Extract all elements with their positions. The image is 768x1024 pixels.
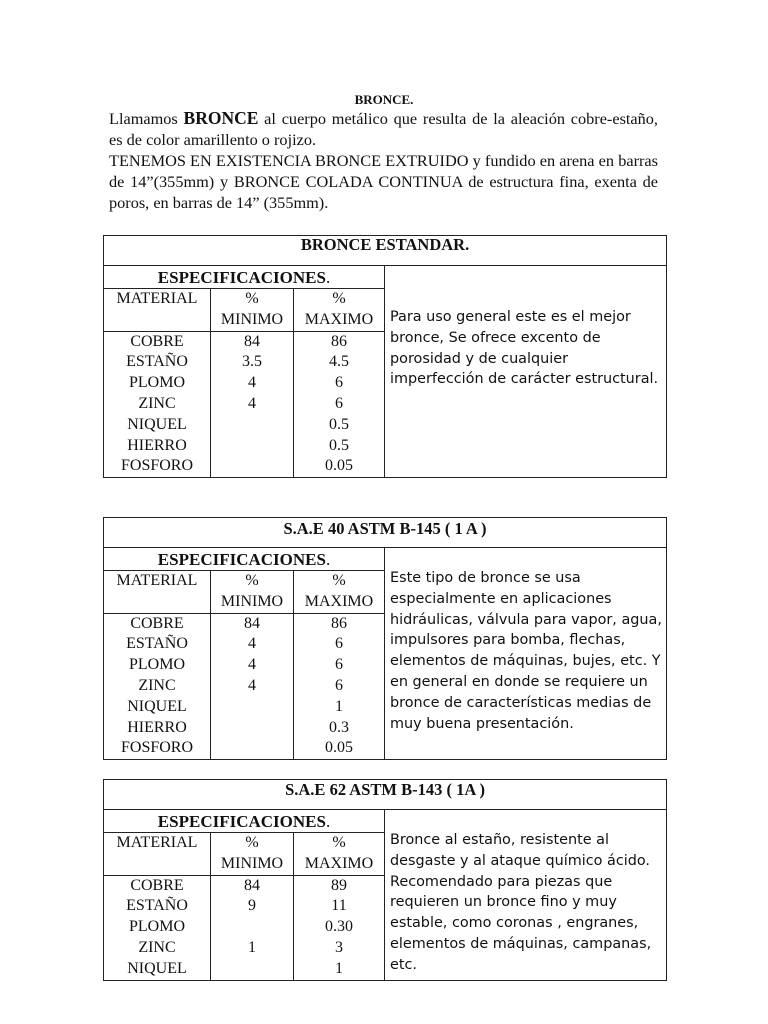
minimo-pct: % bbox=[245, 834, 259, 851]
material-item: ESTAÑO bbox=[126, 897, 188, 915]
spec-label-text: ESPECIFICACIONES bbox=[157, 812, 326, 831]
minimo-value: 84 bbox=[244, 876, 260, 894]
material-item: COBRE bbox=[130, 332, 184, 350]
table-heading: S.A.E 40 ASTM B-145 ( 1 A ) bbox=[104, 518, 667, 548]
minimo-value: 4 bbox=[248, 635, 256, 653]
material-item: ESTAÑO bbox=[126, 635, 188, 653]
minimo-value: 1 bbox=[248, 938, 256, 956]
column-header-maximo bbox=[294, 571, 385, 614]
description-text: Para uso general este es el mejor bronce, Se ofrece excento de porosidad y de cualquier imperfección de carácter estructural. bbox=[390, 309, 659, 388]
minimo-list bbox=[211, 613, 294, 760]
maximo-list bbox=[294, 613, 385, 760]
minimo-value: 4 bbox=[248, 374, 256, 392]
material-item: FOSFORO bbox=[120, 457, 194, 475]
minimo-pct: % bbox=[245, 290, 259, 307]
table-heading: S.A.E 62 ASTM B-143 ( 1A ) bbox=[104, 780, 667, 810]
description-text: Bronce al estaño, resistente al desgaste y al ataque químico ácido. Recomendado para piezas que requieren un bronce fino y muy estable, como coronas , engranes, elementos de máquinas, campanas, etc. bbox=[390, 832, 652, 973]
maximo-value: 86 bbox=[331, 332, 347, 350]
column-header-minimo bbox=[211, 571, 294, 614]
minimo-value bbox=[211, 415, 293, 436]
minimo-value bbox=[211, 718, 293, 739]
material-item: PLOMO bbox=[128, 374, 185, 392]
material-item: ZINC bbox=[138, 676, 176, 694]
column-header-minimo bbox=[211, 833, 294, 876]
minimo-value bbox=[211, 456, 293, 477]
column-header-material: MATERIAL bbox=[104, 571, 211, 614]
material-item: HIERRO bbox=[127, 718, 187, 736]
minimo-label: MINIMO bbox=[220, 854, 284, 872]
table-heading: BRONCE ESTANDAR. bbox=[104, 236, 667, 266]
material-item: COBRE bbox=[130, 614, 184, 632]
column-header-material: MATERIAL bbox=[104, 833, 211, 876]
maximo-value: 0.30 bbox=[325, 918, 353, 936]
maximo-value: 86 bbox=[331, 614, 347, 632]
maximo-value: 1 bbox=[335, 697, 343, 715]
material-item: PLOMO bbox=[128, 918, 185, 936]
maximo-value: 11 bbox=[331, 897, 347, 915]
spec-label: ESPECIFICACIONES. bbox=[104, 548, 385, 571]
minimo-label: MINIMO bbox=[220, 592, 284, 610]
maximo-value: 6 bbox=[335, 394, 343, 412]
minimo-value: 4 bbox=[248, 676, 256, 694]
material-item: NIQUEL bbox=[127, 415, 187, 433]
maximo-value: 6 bbox=[335, 635, 343, 653]
maximo-value: 3 bbox=[335, 938, 343, 956]
minimo-value: 9 bbox=[248, 897, 256, 915]
minimo-value bbox=[211, 436, 293, 457]
maximo-value: 0.5 bbox=[329, 415, 349, 433]
minimo-value: 84 bbox=[244, 614, 260, 632]
minimo-label: MINIMO bbox=[220, 310, 284, 328]
material-item: PLOMO bbox=[128, 656, 185, 674]
material-item: NIQUEL bbox=[127, 959, 187, 977]
column-header-minimo bbox=[211, 289, 294, 332]
maximo-pct: % bbox=[332, 834, 346, 851]
material-list bbox=[104, 331, 211, 478]
description-cell bbox=[385, 810, 667, 981]
spec-label: ESPECIFICACIONES. bbox=[104, 266, 385, 289]
spec-table-bronce-estandar bbox=[103, 235, 667, 478]
material-item: COBRE bbox=[130, 876, 184, 894]
spec-table-sae-62 bbox=[103, 779, 667, 981]
intro-text bbox=[109, 108, 658, 213]
minimo-list bbox=[211, 331, 294, 478]
material-item: ZINC bbox=[138, 938, 176, 956]
maximo-value: 6 bbox=[335, 374, 343, 392]
maximo-label: MAXIMO bbox=[304, 854, 374, 872]
maximo-value: 89 bbox=[331, 876, 347, 894]
intro-paragraph-1 bbox=[109, 108, 658, 150]
minimo-list bbox=[211, 875, 294, 980]
maximo-value: 0.05 bbox=[325, 457, 353, 475]
minimo-value: 3.5 bbox=[242, 353, 262, 371]
material-list bbox=[104, 613, 211, 760]
column-header-material: MATERIAL bbox=[104, 289, 211, 332]
material-item: FOSFORO bbox=[120, 739, 194, 757]
intro-p1-pre: Llamamos bbox=[109, 109, 184, 128]
description-cell bbox=[385, 548, 667, 760]
minimo-value: 84 bbox=[244, 332, 260, 350]
maximo-value: 6 bbox=[335, 656, 343, 674]
material-item: NIQUEL bbox=[127, 697, 187, 715]
description-cell bbox=[385, 266, 667, 478]
minimo-value bbox=[211, 917, 293, 938]
maximo-list bbox=[294, 875, 385, 980]
material-item: ZINC bbox=[138, 394, 176, 412]
spec-label-text: ESPECIFICACIONES bbox=[157, 550, 326, 569]
minimo-value bbox=[211, 738, 293, 759]
maximo-value: 0.5 bbox=[329, 436, 349, 454]
maximo-value: 0.3 bbox=[329, 718, 349, 736]
minimo-value: 4 bbox=[248, 394, 256, 412]
intro-p1-post: al cuerpo metálico que resulta de la aleación cobre-estaño, es de color amarillento o rojizo. bbox=[109, 109, 659, 149]
description-text: Este tipo de bronce se usa especialmente en aplicaciones hidráulicas, válvula para vapor, agua, impulsores para bomba, flechas, elementos de máquinas, bujes, etc. Y en general en donde se requiere un bronce de características medias de muy buena presentación. bbox=[390, 570, 662, 732]
page-title: BRONCE. bbox=[354, 92, 414, 107]
spec-label-text: ESPECIFICACIONES bbox=[157, 268, 326, 287]
minimo-pct: % bbox=[245, 572, 259, 589]
maximo-value: 1 bbox=[335, 959, 343, 977]
column-header-maximo bbox=[294, 289, 385, 332]
maximo-list bbox=[294, 331, 385, 478]
spec-label: ESPECIFICACIONES. bbox=[104, 810, 385, 833]
maximo-value: 4.5 bbox=[329, 353, 349, 371]
column-header-maximo bbox=[294, 833, 385, 876]
intro-paragraph-2: TENEMOS EN EXISTENCIA BRONCE EXTRUIDO y fundido en arena en barras de 14”(355mm) y BRONCE COLADA CONTINUA de estructura fina, exenta de poros, en barras de 14” (355mm). bbox=[109, 151, 658, 212]
intro-bronce-bold: BRONCE bbox=[183, 108, 259, 128]
material-item: HIERRO bbox=[127, 436, 187, 454]
maximo-value: 6 bbox=[335, 676, 343, 694]
minimo-value bbox=[211, 697, 293, 718]
maximo-label: MAXIMO bbox=[304, 310, 374, 328]
spec-table-sae-40 bbox=[103, 517, 667, 760]
maximo-pct: % bbox=[332, 290, 346, 307]
material-list bbox=[104, 875, 211, 980]
minimo-value bbox=[211, 959, 293, 980]
material-item: ESTAÑO bbox=[126, 353, 188, 371]
maximo-label: MAXIMO bbox=[304, 592, 374, 610]
maximo-pct: % bbox=[332, 572, 346, 589]
maximo-value: 0.05 bbox=[325, 739, 353, 757]
minimo-value: 4 bbox=[248, 656, 256, 674]
